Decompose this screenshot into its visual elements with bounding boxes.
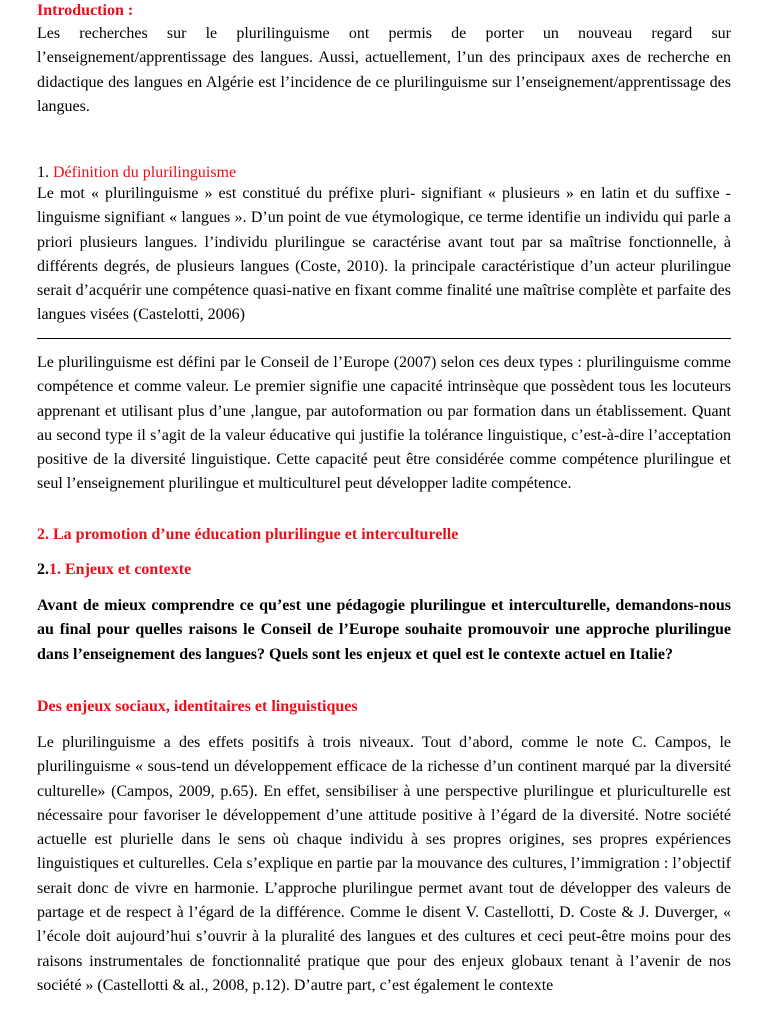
section21-prefix: 2.: [37, 561, 49, 578]
section21-heading: [37, 559, 191, 581]
intro-heading: Introduction :: [37, 2, 134, 19]
section1-title: Définition du plurilinguisme: [53, 164, 237, 181]
section21-title: 1. Enjeux et contexte: [49, 561, 192, 578]
conseil-paragraph: Le plurilinguisme est défini par le Conseil de l’Europe (2007) selon ces deux types : plurilinguisme comme compétence et comme valeur. Le premier signifie une capacité intrinsèque que possèdent tous les locuteurs apprenant et utilisant plus d’une ,langue, par autoformation ou par formation dans un établissement. Quant au second type il s’agit de la valeur éducative qui justifie la tolérance linguistique, c’est-à-dire l’acceptation positive de la diversité linguistique. Cette capacité peut être considérée comme compétence plurilingue et seul l’enseignement plurilingue et multiculturel peut développer ladite compétence.: [37, 354, 731, 493]
intro-paragraph: Les recherches sur le plurilinguisme ont permis de porter un nouveau regard sur l’enseignement/apprentissage des langues. Aussi, actuellement, l’un des principaux axes de recherche en didactique des langues en Algérie est l’incidence de ce plurilinguisme sur l’enseignement/apprentissage des langues.: [37, 25, 731, 115]
section1-heading: [37, 162, 236, 184]
section1-number: 1.: [37, 164, 49, 181]
subsection-enjeux-heading: Des enjeux sociaux, identitaires et linguistiques: [37, 698, 358, 715]
section21-paragraph: Avant de mieux comprendre ce qu’est une pédagogie plurilingue et interculturelle, demandons-nous au final pour quelles raisons le Conseil de l’Europe souhaite promouvoir une approche plurilingue dans l’enseignement des langues? Quels sont les enjeux et quel est le contexte actuel en Italie?: [37, 597, 731, 663]
section2-heading: 2. La promotion d’une éducation plurilingue et interculturelle: [37, 526, 459, 543]
subsection-enjeux-paragraph: Le plurilinguisme a des effets positifs à trois niveaux. Tout d’abord, comme le note C. Campos, le plurilinguisme « sous-tend un développement efficace de la richesse d’un continent marqué par la diversité culturelle» (Campos, 2009, p.65). En effet, sensibiliser à une perspective plurilingue et pluriculturelle est nécessaire pour favoriser le développement d’une attitude positive à l’égard de la diversité. Notre société actuelle est plurielle dans le sens où chaque individu à ses propres origines, ses propres expériences linguistiques et culturelles. Cela s’explique en partie par la mouvance des cultures, l’immigration : l’objectif serait donc de vivre en harmonie. L’approche plurilingue permet avant tout de développer des valeurs de partage et de respect à l’égard de la différence. Comme le disent V. Castellotti, D. Coste & J. Duverger, « l’école doit aujourd’hui s’ouvrir à la pluralité des langues et des cultures et ceci peut-être moins pour des raisons instrumentales de fonctionnalité pratique que pour des enjeux globaux tenant à l’avenir de nos société » (Castellotti & al., 2008, p.12). D’autre part, c’est également le contexte: [37, 734, 731, 994]
section1-paragraph: Le mot « plurilinguisme » est constitué du préfixe pluri- signifiant « plusieurs » en latin et du suffixe -linguisme signifiant « langues ». D’un point de vue étymologique, ce terme identifie un individu qui parle a priori plusieurs langues. l’individu plurilingue se caractérise avant tout par sa maîtrise fonctionnelle, à différents degrés, de plusieurs langues (Coste, 2010). la principale caractéristique d’un acteur plurilingue serait d’acquérir une compétence quasi-native en fixant comme finalité une maîtrise complète et parfaite des langues visées (Castelotti, 2006): [37, 185, 731, 324]
horizontal-rule: [37, 338, 731, 339]
